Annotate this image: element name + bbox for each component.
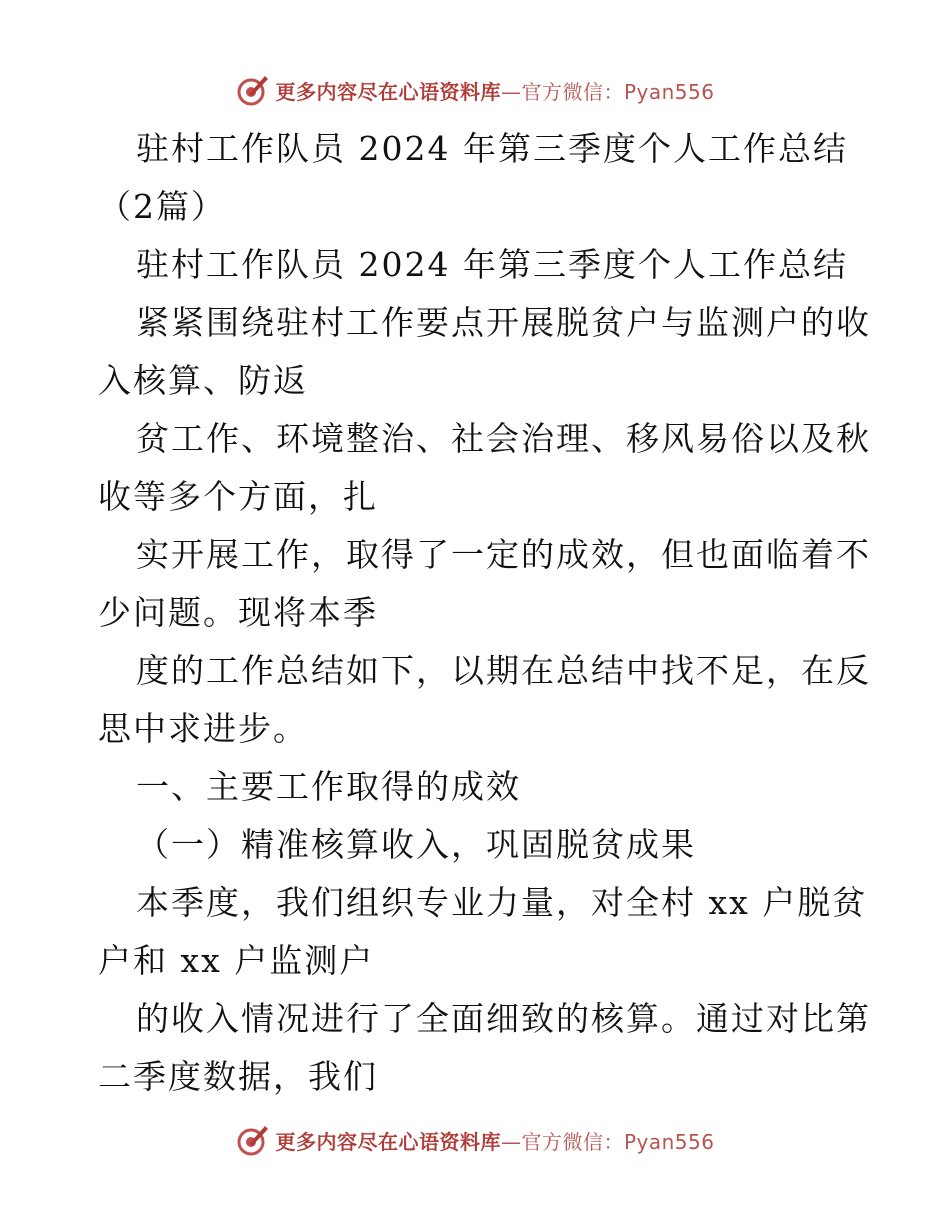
text-line: 少问题。现将本季 <box>98 593 378 632</box>
text-line: 本季度，我们组织专业力量，对全村 xx 户脱贫 <box>136 883 868 922</box>
text-line: 度的工作总结如下，以期在总结中找不足，在反 <box>136 651 871 690</box>
watermark-separator: — <box>500 1129 522 1154</box>
watermark-main: 更多内容尽在心语资料库 <box>275 1129 501 1154</box>
watermark-wechat: 官方微信：Pyan556 <box>521 1129 715 1154</box>
text-line: 入核算、防返 <box>98 361 308 400</box>
watermark-separator: — <box>500 79 522 104</box>
watermark-header <box>0 70 950 110</box>
text-line: 紧紧围绕驻村工作要点开展脱贫户与监测户的收 <box>136 303 871 342</box>
watermark-wechat: 官方微信：Pyan556 <box>521 79 715 104</box>
quill-logo-icon <box>235 72 271 108</box>
text-line: 户和 xx 户监测户 <box>98 941 375 980</box>
text-line: 贫工作、环境整治、社会治理、移风易俗以及秋 <box>136 419 871 458</box>
watermark-text <box>275 76 714 105</box>
text-line: 驻村工作队员 2024 年第三季度个人工作总结 <box>136 129 848 168</box>
text-line: 一、主要工作取得的成效 <box>136 767 521 806</box>
watermark-footer <box>0 1120 950 1160</box>
quill-logo-icon <box>235 1122 271 1158</box>
document-body <box>98 120 871 1106</box>
text-line: 收等多个方面，扎 <box>98 477 378 516</box>
text-line: 思中求进步。 <box>98 709 308 748</box>
watermark-main: 更多内容尽在心语资料库 <box>275 79 501 104</box>
text-line: （2篇） <box>98 187 226 226</box>
text-line: 实开展工作，取得了一定的成效，但也面临着不 <box>136 535 871 574</box>
text-line: 的收入情况进行了全面细致的核算。通过对比第 <box>136 999 871 1038</box>
text-line: 驻村工作队员 2024 年第三季度个人工作总结 <box>136 245 848 284</box>
text-line: 二季度数据，我们 <box>98 1057 378 1096</box>
text-line: （一）精准核算收入，巩固脱贫成果 <box>136 825 696 864</box>
watermark-text <box>275 1126 714 1155</box>
